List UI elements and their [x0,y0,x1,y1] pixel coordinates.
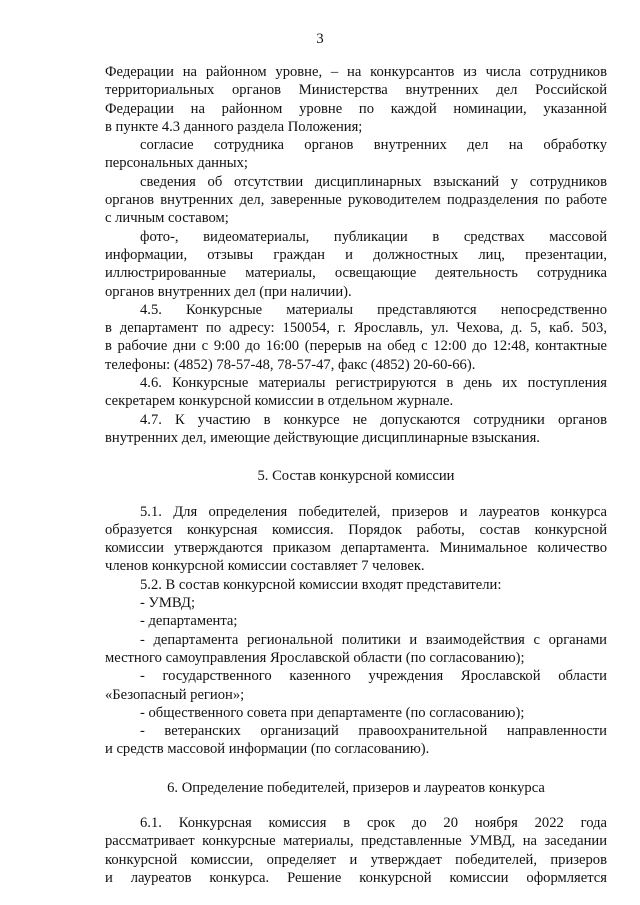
paragraph [105,228,607,301]
text-line: - общественного совета при департаменте (по согласованию); [140,704,525,721]
text-line: сведения об отсутствии дисциплинарных взысканий у сотрудников [140,173,607,190]
text-line: - ветеранских организаций правоохранительной направленности [140,723,607,740]
paragraph [105,63,607,136]
text-line: Федерации на районном уровне, – на конкурсантов из числа сотрудников [105,64,607,80]
text-line: 5.1. Для определения победителей, призеров и лауреатов конкурса [140,503,607,520]
text-line: 4.7. К участию в конкурсе не допускаются сотрудники органов [140,411,607,428]
text-line: в департамент по адресу: 150054, г. Ярославль, ул. Чехова, д. 5, каб. 503, [105,320,607,337]
text-line: секретарем конкурсной комиссии в отдельном журнале. [105,393,454,410]
text-line: 6.1. Конкурсная комиссия в срок до 20 ноября 2022 года [140,814,607,831]
paragraph [105,576,607,594]
paragraph [105,704,607,722]
text-line: и средств массовой информации (по согласованию). [105,741,430,758]
paragraph [105,136,607,173]
text-line: - государственного казенного учреждения Ярославской области [140,668,607,685]
paragraph [105,667,607,704]
text-line: «Безопасный регион»; [105,686,245,703]
section-heading: 6. Определение победителей, призеров и лауреатов конкурса [167,779,545,796]
text-line: и лауреатов конкурса. Решение конкурсной комиссии оформляется [105,869,607,886]
paragraph [105,173,607,228]
text-line: рассматривает конкурсные материалы, представленные УМВД, на заседании [105,833,607,850]
paragraph [105,411,607,448]
text-line: в пункте 4.3 данного раздела Положения; [105,118,363,135]
text-line: местного самоуправления Ярославской области (по согласованию); [105,649,525,666]
paragraph [105,301,607,374]
text-line: - УМВД; [140,595,196,612]
text-line: - департамента региональной политики и взаимодействия с органами [140,631,607,648]
text-line: образуется конкурсная комиссия. Порядок работы, состав конкурсной [105,521,607,538]
text-line: - департамента; [140,613,238,630]
text-line: иллюстрированные материалы, освещающие деятельность сотрудника [105,265,607,282]
paragraph [105,503,607,576]
paragraph [105,374,607,411]
page-number: 3 [316,31,324,47]
text-line: 4.5. Конкурсные материалы представляются непосредственно [140,301,607,318]
document-body [105,63,607,887]
paragraph [105,722,607,759]
text-line: конкурсной комиссии, определяет и утверждает победителей, призеров [105,851,607,868]
paragraph [105,612,607,630]
text-line: внутренних дел, имеющие действующие дисциплинарные взыскания. [105,429,540,446]
text-line: телефоны: (4852) 78-57-48, 78-57-47, факс (4852) 20-60-66). [105,356,476,373]
section-heading: 5. Состав конкурсной комиссии [257,468,455,485]
text-line: 5.2. В состав конкурсной комиссии входят представители: [140,576,502,593]
text-line: согласие сотрудника органов внутренних дел на обработку [140,137,607,154]
text-line: персональных данных; [105,155,248,172]
text-line: комиссии утверждаются приказом департамента. Минимальное количество [105,540,607,557]
text-line: фото-, видеоматериалы, публикации в средствах массовой [140,228,607,245]
paragraph [105,814,607,887]
text-line: 4.6. Конкурсные материалы регистрируются в день их поступления [140,375,607,392]
paragraph [105,594,607,612]
text-line: Федерации на районном уровне по каждой номинации, указанной [105,100,607,117]
text-line: членов конкурсной комиссии составляет 7 человек. [105,558,425,575]
paragraph [105,631,607,668]
text-line: органов внутренних дел, заверенные руководителем подразделения по работе [105,192,607,209]
text-line: с личным составом; [105,210,229,227]
text-line: информации, отзывы граждан и должностных лиц, презентации, [105,246,607,263]
text-line: в рабочие дни с 9:00 до 16:00 (перерыв на обед с 12:00 до 12:48, контактные [105,338,607,355]
text-line: органов внутренних дел (при наличии). [105,283,352,300]
text-line: территориальных органов Министерства внутренних дел Российской [105,82,607,99]
